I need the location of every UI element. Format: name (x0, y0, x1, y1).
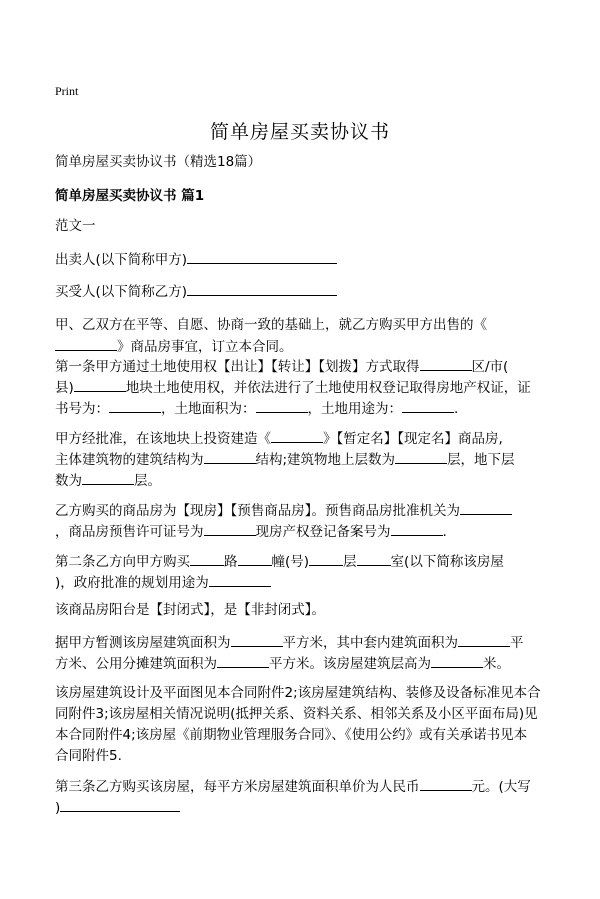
sale-text-2b: 现房产权登记备案号为 (255, 524, 391, 540)
presale-permit-blank (204, 521, 256, 536)
price-uppercase-blank (60, 797, 180, 812)
area-text-2a: 方米、公用分摊建筑面积为 (55, 656, 217, 672)
article2-text-1b: 路 (224, 554, 238, 570)
article3-text-2a: ) (55, 800, 61, 816)
sale-text-2c: . (442, 524, 447, 540)
intro-text-2: 》商品房事宜，订立本合同。 (117, 339, 293, 355)
sample-label: 范文一 (55, 218, 96, 234)
article3-text-1b: 元。(大写 (471, 779, 531, 795)
article3-text-1a: 第三条乙方购买该房屋，每平方米房屋建筑面积单价为人民币 (55, 779, 420, 795)
approval-text-2a: 主体建筑物的建筑结构为 (55, 452, 204, 468)
article1-line-2 (55, 377, 555, 399)
area-text-1a: 据甲方暂测该房屋建筑面积为 (55, 635, 231, 651)
property-name-blank (55, 336, 117, 351)
intro-line-1: 甲、乙双方在平等、自愿、协商一致的基础上，就乙方购买甲方出售的《 (55, 317, 487, 333)
structure-blank (204, 449, 256, 464)
certificate-blank (109, 398, 161, 413)
balcony-line: 该商品房阳台是【封闭式】，是【非封闭式】。 (55, 602, 325, 618)
article1-text-2a: 县) (55, 380, 74, 396)
article2-text-2a: )，政府批准的规划用途为 (55, 575, 209, 591)
print-label[interactable]: Print (55, 84, 79, 98)
approval-line-2 (55, 449, 555, 471)
article1-text-1b: 区/市( (471, 359, 509, 375)
sale-text-2a: ，商品房预售许可证号为 (55, 524, 204, 540)
inner-area-blank (458, 632, 510, 647)
sale-line-2 (55, 521, 555, 543)
planned-use-blank (209, 572, 271, 587)
buyer-line (55, 281, 555, 303)
unit-price-blank (420, 776, 472, 791)
approval-text-3a: 数为 (55, 473, 82, 489)
land-use-blank (402, 398, 454, 413)
approval-line-1 (55, 428, 555, 450)
area-text-2b: 平方米。该房屋建筑层高为 (269, 656, 431, 672)
floors-below-blank (82, 470, 134, 485)
article1-text-3c: ，土地用途为： (307, 401, 402, 417)
section-heading: 简单房屋买卖协议书 篇1 (55, 188, 205, 204)
building-area-blank (231, 632, 283, 647)
article1-line-3 (55, 398, 555, 420)
shared-area-blank (217, 653, 269, 668)
buyer-blank (187, 281, 337, 296)
article1-text-2b: 地块土地使用权，并依法进行了土地使用权登记取得房地产权证，证 (125, 380, 531, 396)
land-area-blank (256, 398, 308, 413)
area-line-2 (55, 653, 555, 675)
article1-text-1a: 第一条甲方通过土地使用权【出让】【转让】【划拨】方式取得 (55, 359, 420, 375)
article2-text-1e: 室(以下简称该房屋 (390, 554, 504, 570)
sale-text-1a: 乙方购买的商品房为【现房】【预售商品房】。预售商品房批准机关为 (55, 503, 460, 519)
buyer-label: 买受人(以下简称乙方) (55, 284, 188, 300)
approval-text-2c: 层，地下层 (447, 452, 515, 468)
approval-text-2b: 结构;建筑物地上层数为 (255, 452, 396, 468)
area-line-1 (55, 632, 555, 654)
seller-label: 出卖人(以下简称甲方) (55, 252, 188, 268)
seller-blank (187, 249, 337, 264)
building-blank (238, 551, 272, 566)
seller-line (55, 249, 555, 271)
article1-text-3a: 书号为： (55, 401, 109, 417)
district-blank (420, 356, 472, 371)
plot-blank (74, 377, 126, 392)
article2-text-1c: 幢(号) (271, 554, 310, 570)
article3-line-1 (55, 776, 555, 798)
approval-authority-blank (460, 500, 512, 515)
approval-text-3b: 层。 (134, 473, 161, 489)
intro-line-2 (55, 336, 555, 358)
road-blank (190, 551, 224, 566)
article2-line-2 (55, 572, 555, 594)
room-blank (357, 551, 391, 566)
area-text-2c: 米。 (483, 656, 510, 672)
approval-text-1b: 》【暂定名】【现定名】商品房, (323, 431, 503, 447)
sale-line-1 (55, 500, 555, 522)
attachments-line-3: 本合同附件4;该房屋《前期物业管理服务合同》、《使用公约》或有关承诺书见本 (55, 727, 528, 743)
article2-text-1a: 第二条乙方向甲方购买 (55, 554, 190, 570)
project-name-blank (271, 428, 323, 443)
approval-line-3 (55, 470, 555, 492)
subtitle: 简单房屋买卖协议书（精选18篇） (55, 154, 262, 170)
document-title: 简单房屋买卖协议书 (209, 121, 390, 143)
attachments-line-4: 合同附件5. (55, 748, 122, 764)
article1-line-1 (55, 356, 555, 378)
floor-height-blank (431, 653, 483, 668)
article2-line-1 (55, 551, 555, 573)
approval-text-1a: 甲方经批准，在该地块上投资建造《 (55, 431, 271, 447)
floor-blank (309, 551, 343, 566)
attachments-line-1: 该房屋建筑设计及平面图见本合同附件2;该房屋建筑结构、装修及设备标准见本合 (55, 685, 541, 701)
article3-line-2 (55, 797, 555, 819)
area-text-1b: 平方米，其中套内建筑面积为 (282, 635, 458, 651)
attachments-line-2: 同附件3;该房屋相关情况说明(抵押关系、资料关系、相邻关系及小区平面布局)见 (55, 706, 538, 722)
article1-text-3b: ，土地面积为： (161, 401, 256, 417)
article2-text-1d: 层 (343, 554, 357, 570)
registration-blank (391, 521, 443, 536)
floors-above-blank (395, 449, 447, 464)
article1-text-3d: . (454, 401, 459, 417)
area-text-1c: 平 (510, 635, 524, 651)
